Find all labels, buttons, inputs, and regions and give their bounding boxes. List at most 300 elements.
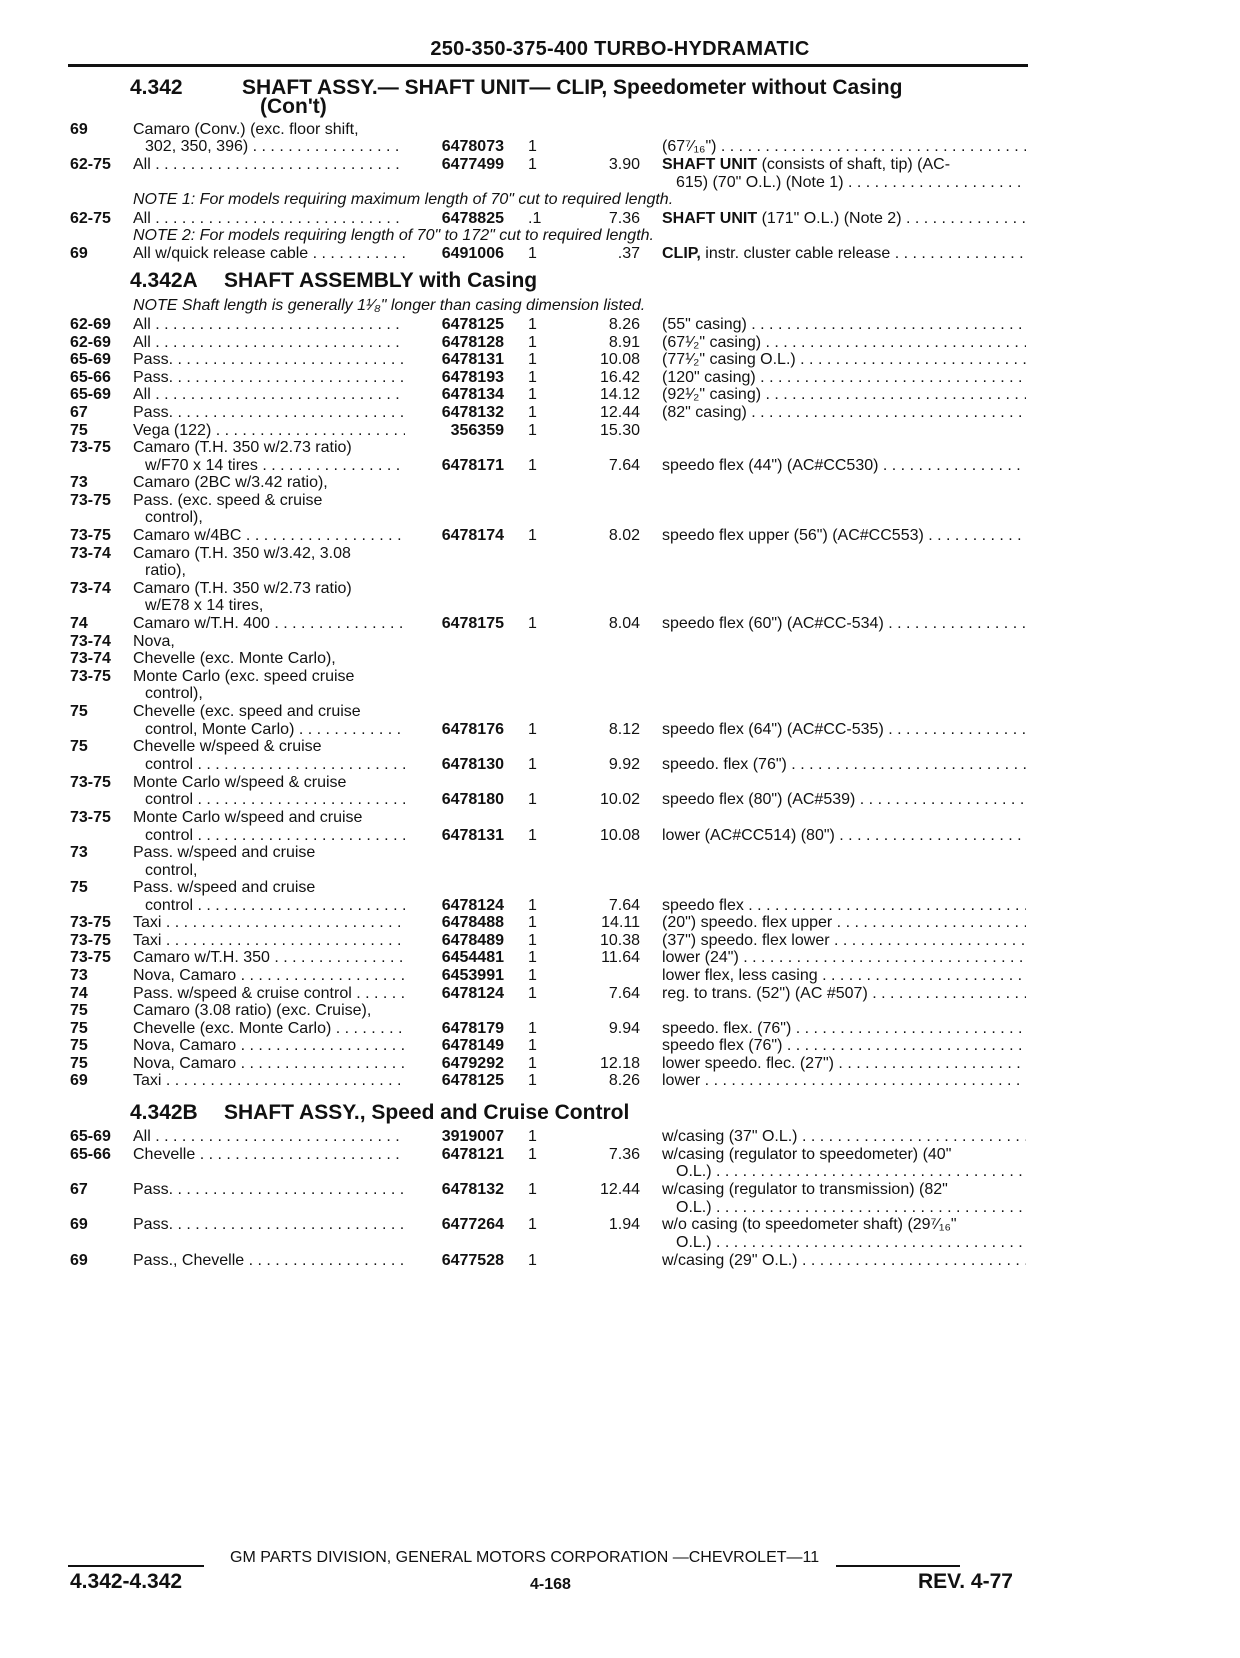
- row-model: All . . .: [133, 315, 405, 334]
- row-price: 10.02: [599, 791, 640, 808]
- row-description: [662, 1215, 1026, 1234]
- table-row: [0, 173, 1240, 192]
- row-description-text: (77¹⁄₂" casing O.L.) . . .: [662, 351, 1026, 368]
- row-price: .37: [617, 245, 640, 262]
- table-row: [0, 209, 1240, 228]
- table-row: [0, 755, 1240, 774]
- row-description: [662, 755, 1026, 774]
- row-model: All . . .: [133, 155, 405, 174]
- row-description: [662, 1127, 1026, 1146]
- row-part-number: 6453991: [441, 967, 504, 984]
- row-price: 12.44: [599, 1181, 640, 1198]
- row-year: 73: [70, 967, 88, 984]
- row-description: [662, 350, 1026, 369]
- row-model: Taxi . . .: [133, 931, 405, 950]
- row-year: 69: [70, 1072, 88, 1089]
- row-description-text: O.L.) . . .: [676, 1199, 1026, 1216]
- row-model: Pass. . . .: [133, 368, 405, 387]
- section-heading-4342a: [130, 269, 537, 293]
- row-description-text: (67¹⁄₂" casing) . . .: [662, 334, 1026, 351]
- note-1: NOTE 1: For models requiring maximum length of 70" cut to required length.: [133, 191, 674, 208]
- table-row: [0, 1127, 1240, 1146]
- row-year: 73-75: [70, 492, 111, 509]
- row-description: [662, 244, 1026, 263]
- row-year: 73-74: [70, 545, 111, 562]
- row-price: 7.36: [608, 210, 640, 227]
- header-rule: [68, 64, 1028, 67]
- row-price: 8.02: [608, 527, 640, 544]
- row-year: 69: [70, 121, 88, 138]
- row-description: [676, 173, 1026, 192]
- note-2: NOTE 2: For models requiring length of 70" to 172" cut to required length.: [133, 227, 654, 244]
- row-model: All . . .: [133, 385, 405, 404]
- row-model: Pass., Chevelle . . .: [133, 1251, 405, 1270]
- row-description-text: lower (AC#CC514) (80") . . .: [662, 827, 1026, 844]
- note-casing: NOTE Shaft length is generally 1¹⁄₈" longer than casing dimension listed.: [133, 297, 646, 314]
- row-year: 69: [70, 245, 88, 262]
- row-description-text: 615) (70" O.L.) (Note 1) . . .: [676, 174, 1026, 191]
- row-description: [662, 790, 1026, 809]
- row-part-number: 6479292: [441, 1055, 504, 1072]
- row-model: Vega (122) . . .: [133, 421, 405, 440]
- row-model: Camaro (T.H. 350 w/3.42, 3.08: [133, 545, 351, 562]
- row-quantity: 1: [528, 791, 537, 808]
- row-year: 75: [70, 1020, 88, 1037]
- row-description-text: lower flex, less casing . . .: [662, 967, 1026, 984]
- table-row: [0, 473, 1240, 492]
- row-price: 11.64: [601, 949, 640, 966]
- row-model: Pass. (exc. speed & cruise: [133, 492, 323, 509]
- row-year: 67: [70, 1181, 88, 1198]
- table-row: [0, 1180, 1240, 1199]
- row-description: [662, 966, 1026, 985]
- table-row: [0, 1162, 1240, 1181]
- table-row: [0, 1215, 1240, 1234]
- row-price: 8.26: [608, 1072, 640, 1089]
- row-year: 75: [70, 703, 88, 720]
- row-description: [662, 913, 1026, 932]
- row-quantity: 1: [528, 827, 537, 844]
- row-quantity: 1: [528, 316, 537, 333]
- row-description: [662, 155, 1026, 174]
- row-part-number: 6478180: [441, 791, 504, 808]
- table-row: [0, 737, 1240, 756]
- row-price: 7.36: [608, 1146, 640, 1163]
- row-part-number: 6478121: [441, 1146, 504, 1163]
- row-part-number: 6478132: [441, 404, 504, 421]
- row-model: control . . .: [145, 755, 405, 774]
- row-quantity: 1: [528, 156, 537, 173]
- table-row: [0, 1071, 1240, 1090]
- row-model: Monte Carlo (exc. speed cruise: [133, 668, 355, 685]
- row-quantity: 1: [528, 615, 537, 632]
- row-model: All . . .: [133, 209, 405, 228]
- row-price: 12.44: [599, 404, 640, 421]
- row-description-text: instr. cluster cable release . . .: [705, 245, 1026, 262]
- row-price: 3.90: [608, 156, 640, 173]
- row-quantity: 1: [528, 404, 537, 421]
- row-part-number: 6477528: [441, 1252, 504, 1269]
- row-quantity: 1: [528, 1020, 537, 1037]
- row-quantity: 1: [528, 949, 537, 966]
- footer-page-number: 4-168: [530, 1576, 571, 1593]
- row-quantity: 1: [528, 1055, 537, 1072]
- table-row: [0, 137, 1240, 156]
- row-price: 7.64: [608, 457, 640, 474]
- row-quantity: 1: [528, 422, 537, 439]
- row-part-number: 6477264: [441, 1216, 504, 1233]
- row-description-text: speedo flex (76") . . .: [662, 1037, 1026, 1054]
- table-row: [0, 561, 1240, 580]
- row-model: control . . .: [145, 896, 405, 915]
- row-part-number: 6478124: [441, 985, 504, 1002]
- row-model: Taxi . . .: [133, 913, 405, 932]
- row-model: Taxi . . .: [133, 1071, 405, 1090]
- row-price: 8.26: [608, 316, 640, 333]
- row-part-number: 356359: [450, 422, 504, 439]
- table-row: [0, 808, 1240, 827]
- row-part-number: 6478132: [441, 1181, 504, 1198]
- row-model: Chevelle w/speed & cruise: [133, 738, 322, 755]
- row-description-text: speedo flex . . .: [662, 897, 1026, 914]
- row-price: 9.94: [608, 1020, 640, 1037]
- row-description-text: (92¹⁄₂" casing) . . .: [662, 386, 1026, 403]
- row-description-text: lower . . .: [662, 1072, 1026, 1089]
- row-year: 73-75: [70, 949, 111, 966]
- row-description: [662, 1071, 1026, 1090]
- row-description: [662, 948, 1026, 967]
- row-quantity: 1: [528, 138, 537, 155]
- row-part-number: 6478175: [441, 615, 504, 632]
- row-description-text: speedo. flex (76") . . .: [662, 756, 1026, 773]
- row-year: 73-74: [70, 650, 111, 667]
- row-description: [662, 526, 1026, 545]
- row-description-text: speedo flex (80") (AC#539) . . .: [662, 791, 1026, 808]
- row-quantity: 1: [528, 914, 537, 931]
- row-quantity: 1: [528, 334, 537, 351]
- row-description: [662, 1036, 1026, 1055]
- row-part-number: 6478488: [441, 914, 504, 931]
- row-description-text: reg. to trans. (52") (AC #507) . . .: [662, 985, 1026, 1002]
- page-header-title: 250-350-375-400 TURBO-HYDRAMATIC: [430, 38, 810, 60]
- row-model: ratio),: [145, 562, 186, 579]
- row-year: 65-66: [70, 1146, 111, 1163]
- row-model: Pass. . . .: [133, 350, 405, 369]
- row-quantity: 1: [528, 351, 537, 368]
- footer-division: GM PARTS DIVISION, GENERAL MOTORS CORPORATION —CHEVROLET—11: [230, 1549, 820, 1566]
- row-description: [662, 315, 1026, 334]
- footer-revision: REV. 4-77: [918, 1570, 1013, 1593]
- row-year: 75: [70, 422, 88, 439]
- row-quantity: 1: [528, 1037, 537, 1054]
- table-row: [0, 843, 1240, 862]
- row-part-number: 6478124: [441, 897, 504, 914]
- row-model: Chevelle (exc. speed and cruise: [133, 703, 361, 720]
- row-year: 74: [70, 615, 88, 632]
- table-row: [0, 155, 1240, 174]
- row-year: 74: [70, 985, 88, 1002]
- footer-rule-left: [68, 1565, 204, 1567]
- row-price: 16.42: [599, 369, 640, 386]
- row-description-text: (67⁷⁄₁₆") . . .: [662, 138, 1026, 155]
- row-description: [662, 385, 1026, 404]
- row-model: Chevelle (exc. Monte Carlo),: [133, 650, 336, 667]
- row-quantity: 1: [528, 897, 537, 914]
- row-description-text: speedo flex upper (56") (AC#CC553) . . .: [662, 527, 1026, 544]
- table-row: [0, 966, 1240, 985]
- table-row: [0, 526, 1240, 545]
- section-title: SHAFT ASSEMBLY with Casing: [224, 269, 538, 292]
- row-price: 7.64: [608, 985, 640, 1002]
- row-year: 73-74: [70, 633, 111, 650]
- row-description-text: lower speedo. flec. (27") . . .: [662, 1055, 1026, 1072]
- row-description-text: (37") speedo. flex lower . . .: [662, 932, 1026, 949]
- row-quantity: 1: [528, 527, 537, 544]
- table-row: [0, 878, 1240, 897]
- section-title: SHAFT ASSY., Speed and Cruise Control: [224, 1101, 630, 1124]
- row-description-text: (55" casing) . . .: [662, 316, 1026, 333]
- row-description-text: w/casing (37" O.L.) . . .: [662, 1128, 1026, 1145]
- row-model: Nova, Camaro . . .: [133, 966, 405, 985]
- row-model: Pass. w/speed & cruise control . . .: [133, 984, 405, 1003]
- row-year: 75: [70, 1055, 88, 1072]
- row-part-number: 6478149: [441, 1037, 504, 1054]
- row-quantity: 1: [528, 1146, 537, 1163]
- row-year: 65-69: [70, 1128, 111, 1145]
- row-year: 65-66: [70, 369, 111, 386]
- table-row: [0, 614, 1240, 633]
- row-year: 73: [70, 474, 88, 491]
- row-price: 14.12: [599, 386, 640, 403]
- table-row: [0, 913, 1240, 932]
- row-model: Nova, Camaro . . .: [133, 1054, 405, 1073]
- row-description-text: (consists of shaft, tip) (AC-: [761, 156, 951, 173]
- row-description: [662, 1180, 1026, 1199]
- row-year: 73-75: [70, 439, 111, 456]
- row-part-number: 6478176: [441, 721, 504, 738]
- row-year: 62-69: [70, 334, 111, 351]
- row-quantity: 1: [528, 1216, 537, 1233]
- row-quantity: 1: [528, 985, 537, 1002]
- row-price: 7.64: [608, 897, 640, 914]
- table-row: [0, 596, 1240, 615]
- row-part-number: 6478825: [441, 210, 504, 227]
- row-description-text: (20") speedo. flex upper . . .: [662, 914, 1026, 931]
- row-description: [662, 614, 1026, 633]
- table-row: [0, 244, 1240, 263]
- row-price: 8.91: [608, 334, 640, 351]
- row-price: 14.11: [601, 914, 640, 931]
- table-row: [0, 649, 1240, 668]
- row-quantity: 1: [528, 369, 537, 386]
- row-description-text: w/casing (29" O.L.) . . .: [662, 1252, 1026, 1269]
- row-quantity: 1: [528, 1181, 537, 1198]
- row-model: control),: [145, 509, 203, 526]
- row-part-number: 6478174: [441, 527, 504, 544]
- row-part-number: 6478131: [441, 827, 504, 844]
- row-description: [662, 1251, 1026, 1270]
- row-price: 8.12: [608, 721, 640, 738]
- row-part-number: 6478125: [441, 316, 504, 333]
- row-year: 75: [70, 1037, 88, 1054]
- row-model: control, Monte Carlo) . . .: [145, 720, 405, 739]
- row-year: 69: [70, 1252, 88, 1269]
- row-model: control . . .: [145, 790, 405, 809]
- row-year: 75: [70, 738, 88, 755]
- row-model: Chevelle . . .: [133, 1145, 405, 1164]
- table-row: [0, 315, 1240, 334]
- section-number: 4.342: [130, 76, 183, 99]
- row-quantity: 1: [528, 386, 537, 403]
- row-year: 65-69: [70, 351, 111, 368]
- row-model: Chevelle (exc. Monte Carlo) . . .: [133, 1019, 405, 1038]
- row-part-number: 6477499: [441, 156, 504, 173]
- row-price: 10.38: [599, 932, 640, 949]
- row-part-number: 6478128: [441, 334, 504, 351]
- row-quantity: 1: [528, 756, 537, 773]
- row-quantity: .1: [528, 210, 542, 227]
- row-description: [662, 403, 1026, 422]
- row-quantity: 1: [528, 1072, 537, 1089]
- table-row: [0, 684, 1240, 703]
- table-row: [0, 1036, 1240, 1055]
- row-description-text: (171" O.L.) (Note 2) . . .: [762, 210, 1026, 227]
- row-quantity: 1: [528, 1128, 537, 1145]
- row-price: 15.30: [599, 422, 640, 439]
- row-model: Nova,: [133, 633, 175, 650]
- row-description: [662, 209, 1026, 228]
- row-price: 9.92: [608, 756, 640, 773]
- table-row: [0, 385, 1240, 404]
- row-year: 62-69: [70, 316, 111, 333]
- row-year: 62-75: [70, 156, 111, 173]
- row-quantity: 1: [528, 245, 537, 262]
- footer-section-range: 4.342-4.342: [70, 1570, 183, 1593]
- row-description-item: CLIP,: [662, 245, 701, 262]
- row-quantity: 1: [528, 721, 537, 738]
- row-model: control,: [145, 862, 198, 879]
- row-model: Camaro (T.H. 350 w/2.73 ratio): [133, 439, 352, 456]
- row-model: Camaro (Conv.) (exc. floor shift,: [133, 121, 359, 138]
- row-quantity: 1: [528, 457, 537, 474]
- table-row: [0, 790, 1240, 809]
- row-description-text: O.L.) . . .: [676, 1234, 1026, 1251]
- table-row: [0, 508, 1240, 527]
- row-model: Camaro w/4BC . . .: [133, 526, 405, 545]
- row-model: Pass. w/speed and cruise: [133, 879, 316, 896]
- row-year: 73-75: [70, 809, 111, 826]
- table-row: [0, 1251, 1240, 1270]
- row-description-text: speedo flex (64") (AC#CC-535) . . .: [662, 721, 1026, 738]
- row-part-number: 6478171: [441, 457, 504, 474]
- table-row: [0, 403, 1240, 422]
- row-quantity: 1: [528, 932, 537, 949]
- row-year: 65-69: [70, 386, 111, 403]
- row-description-item: SHAFT UNIT: [662, 210, 758, 227]
- row-model: Monte Carlo w/speed and cruise: [133, 809, 363, 826]
- row-model: Monte Carlo w/speed & cruise: [133, 774, 347, 791]
- row-year: 73-74: [70, 580, 111, 597]
- row-year: 73-75: [70, 774, 111, 791]
- row-year: 69: [70, 1216, 88, 1233]
- row-description-text: (82" casing) . . .: [662, 404, 1026, 421]
- row-description: [676, 1162, 1026, 1181]
- row-price: 10.08: [599, 351, 640, 368]
- table-row: [0, 1233, 1240, 1252]
- section-continued: (Con't): [260, 95, 327, 118]
- row-model: Camaro w/T.H. 400 . . .: [133, 614, 405, 633]
- row-description-text: w/casing (regulator to transmission) (82": [662, 1181, 948, 1198]
- row-description-text: speedo flex (60") (AC#CC-534) . . .: [662, 615, 1026, 632]
- row-model: w/F70 x 14 tires . . .: [145, 456, 405, 475]
- row-part-number: 6478193: [441, 369, 504, 386]
- section-number: 4.342B: [130, 1101, 198, 1124]
- row-model: control),: [145, 685, 203, 702]
- row-model: 302, 350, 396) . . .: [145, 137, 405, 156]
- row-year: 73: [70, 844, 88, 861]
- row-year: 73-75: [70, 527, 111, 544]
- row-part-number: 6478125: [441, 1072, 504, 1089]
- row-year: 75: [70, 1002, 88, 1019]
- row-description-text: (120" casing) . . .: [662, 369, 1026, 386]
- row-model: Camaro (3.08 ratio) (exc. Cruise),: [133, 1002, 372, 1019]
- table-row: [0, 350, 1240, 369]
- row-description-text: lower (24") . . .: [662, 949, 1026, 966]
- row-model: Pass. . . .: [133, 1180, 405, 1199]
- row-model: w/E78 x 14 tires,: [145, 597, 264, 614]
- row-description-text: speedo flex (44") (AC#CC530) . . .: [662, 457, 1026, 474]
- row-description: [676, 1233, 1026, 1252]
- row-year: 73-75: [70, 932, 111, 949]
- row-part-number: 6491006: [441, 245, 504, 262]
- row-quantity: 1: [528, 1252, 537, 1269]
- row-part-number: 6478130: [441, 756, 504, 773]
- row-model: Camaro w/T.H. 350 . . .: [133, 948, 405, 967]
- row-model: Pass. w/speed and cruise: [133, 844, 316, 861]
- row-model: Nova, Camaro . . .: [133, 1036, 405, 1055]
- row-model: All . . .: [133, 333, 405, 352]
- section-number: 4.342A: [130, 269, 198, 292]
- table-row: [0, 1001, 1240, 1020]
- row-year: 62-75: [70, 210, 111, 227]
- row-year: 73-75: [70, 914, 111, 931]
- row-description-text: w/casing (regulator to speedometer) (40": [662, 1146, 952, 1163]
- row-year: 75: [70, 879, 88, 896]
- row-description: [662, 137, 1026, 156]
- row-part-number: 6478073: [441, 138, 504, 155]
- section-title: SHAFT ASSY.— SHAFT UNIT— CLIP, Speedometer without Casing: [242, 76, 903, 99]
- row-model: All w/quick release cable . . .: [133, 244, 405, 263]
- row-model: control . . .: [145, 826, 405, 845]
- row-description-item: SHAFT UNIT: [662, 156, 758, 173]
- table-row: [0, 948, 1240, 967]
- row-part-number: 6478134: [441, 386, 504, 403]
- row-part-number: 6478489: [441, 932, 504, 949]
- section-heading-4342b: [130, 1101, 629, 1125]
- table-row: [0, 702, 1240, 721]
- row-price: 8.04: [608, 615, 640, 632]
- row-part-number: 6478131: [441, 351, 504, 368]
- row-model: All . . .: [133, 1127, 405, 1146]
- row-part-number: 6454481: [441, 949, 504, 966]
- section-heading-4342: [130, 76, 902, 100]
- footer-rule-right: [836, 1565, 960, 1567]
- row-model: Pass. . . .: [133, 1215, 405, 1234]
- row-price: 10.08: [599, 827, 640, 844]
- row-price: 1.94: [608, 1216, 640, 1233]
- row-quantity: 1: [528, 967, 537, 984]
- row-model: Camaro (T.H. 350 w/2.73 ratio): [133, 580, 352, 597]
